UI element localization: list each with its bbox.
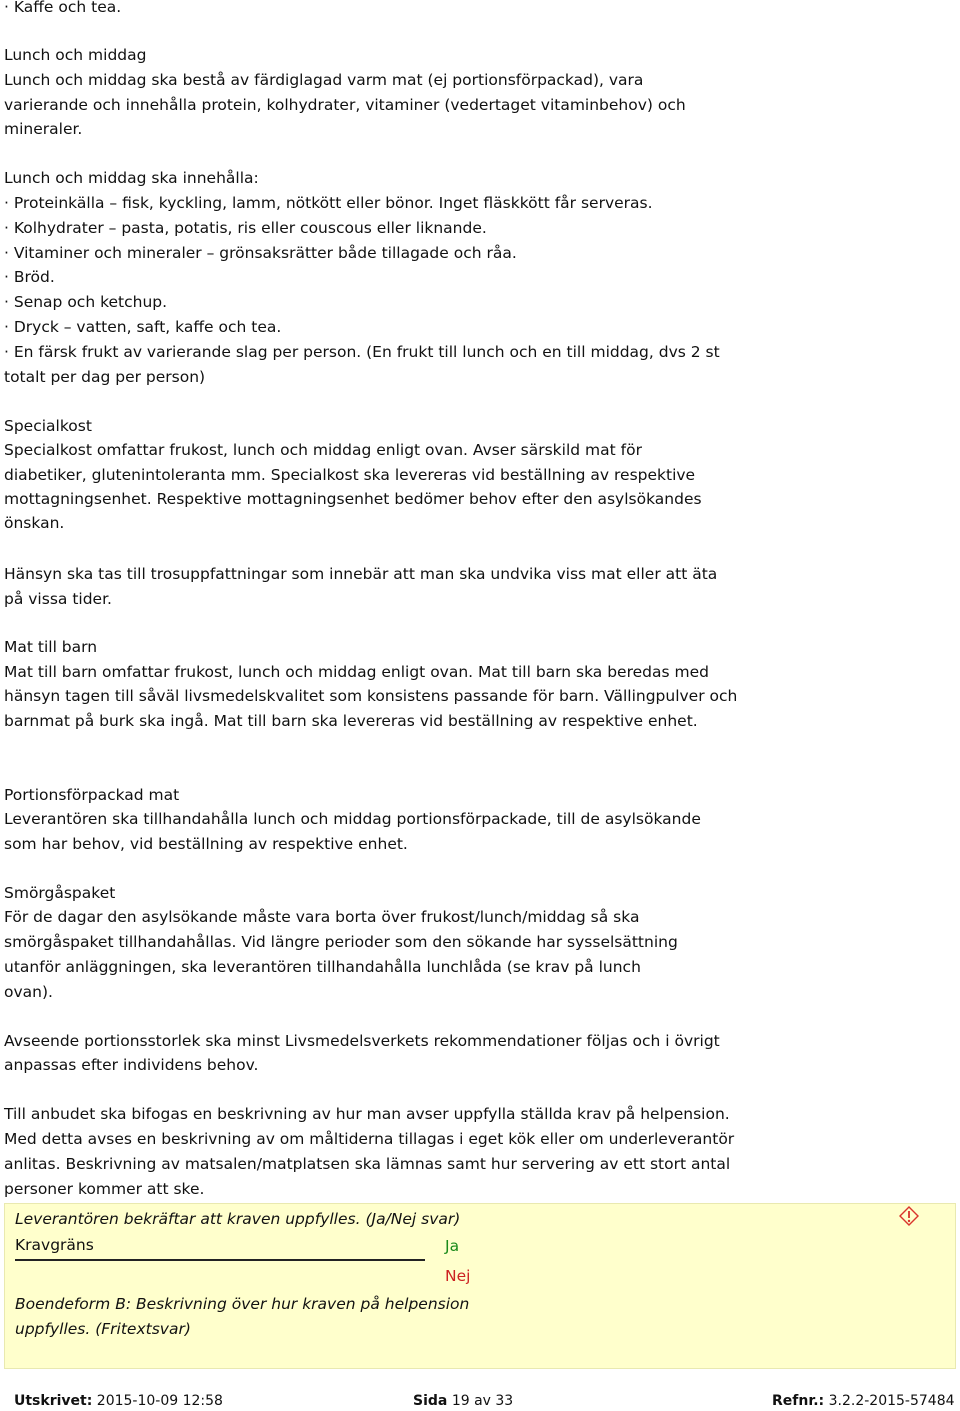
ref-value: 3.2.2-2015-57484	[828, 1393, 955, 1409]
description-line: Boendeform B: Beskrivning över hur kraven på helpension	[15, 1295, 470, 1313]
list-item: · En färsk frukt av varierande slag per person. (En frukt till lunch och en till middag, dvs 2 st	[4, 343, 720, 361]
page-label: Sida	[413, 1393, 448, 1409]
page-number	[413, 1392, 513, 1410]
list-item: · Proteinkälla – fisk, kyckling, lamm, nötkött eller bönor. Inget fläskkött får serveras.	[4, 194, 653, 212]
text-line: Lunch och middag ska innehålla:	[4, 169, 259, 187]
text-line: på vissa tider.	[4, 590, 112, 608]
text-line: Lunch och middag ska bestå av färdiglagad varm mat (ej portionsförpackad), vara	[4, 71, 644, 89]
text-line: Leverantören ska tillhandahålla lunch och middag portionsförpackade, till de asylsökande	[4, 810, 701, 828]
confirm-question: Leverantören bekräftar att kraven uppfylles. (Ja/Nej svar)	[15, 1210, 461, 1228]
text-line: varierande och innehålla protein, kolhydrater, vitaminer (vedertaget vitaminbehov) och	[4, 96, 686, 114]
text-line: diabetiker, glutenintoleranta mm. Specialkost ska levereras vid beställning av respektive	[4, 466, 696, 484]
text-line: utanför anläggningen, ska leverantören tillhandahålla lunchlåda (se krav på lunch	[4, 958, 641, 976]
printed-value: 2015-10-09 12:58	[96, 1393, 223, 1409]
text-line: Med detta avses en beskrivning av om måltiderna tillagas i eget kök eller om underleverantör	[4, 1130, 735, 1148]
text-line: För de dagar den asylsökande måste vara borta över frukost/lunch/middag så ska	[4, 908, 640, 926]
text-line: Avseende portionsstorlek ska minst Livsmedelsverkets rekommendationer följas och i övrigt	[4, 1032, 720, 1050]
kravgrans-underline	[15, 1259, 425, 1261]
text-line: barnmat på burk ska ingå. Mat till barn ska levereras vid beställning av respektive enhet.	[4, 712, 698, 730]
ja-option[interactable]: Ja	[445, 1237, 460, 1255]
kravgrans-label: Kravgräns	[15, 1236, 94, 1254]
nej-option[interactable]: Nej	[445, 1267, 471, 1285]
text-line: Hänsyn ska tas till trosuppfattningar som innebär att man ska undvika viss mat eller att äta	[4, 565, 718, 583]
text-line: · Kaffe och tea.	[4, 0, 122, 16]
text-line: mottagningsenhet. Respektive mottagningsenhet bedömer behov efter den asylsökandes	[4, 490, 702, 508]
description-line: uppfylles. (Fritextsvar)	[15, 1320, 191, 1338]
text-line: ovan).	[4, 983, 53, 1001]
text-line: önskan.	[4, 514, 65, 532]
text-line: Mat till barn omfattar frukost, lunch och middag enligt ovan. Mat till barn ska beredas med	[4, 663, 709, 681]
list-item: · Vitaminer och mineraler – grönsaksrätter både tillagade och råa.	[4, 244, 517, 262]
text-line: hänsyn tagen till såväl livsmedelskvalitet som konsistens passande för barn. Vällingpulver och	[4, 687, 738, 705]
section-heading: Specialkost	[4, 417, 92, 435]
printed-timestamp	[14, 1392, 223, 1410]
text-line: mineraler.	[4, 120, 83, 138]
ref-label: Refnr.:	[772, 1393, 825, 1409]
section-heading: Mat till barn	[4, 638, 98, 656]
text-line: smörgåspaket tillhandahållas. Vid längre perioder som den sökande har sysselsättning	[4, 933, 678, 951]
page-value: 19 av 33	[451, 1393, 514, 1409]
text-line: anlitas. Beskrivning av matsalen/matplatsen ska lämnas samt hur servering av ett stort antal	[4, 1155, 731, 1173]
section-heading: Smörgåspaket	[4, 884, 116, 902]
section-heading: Lunch och middag	[4, 46, 147, 64]
printed-label: Utskrivet:	[14, 1393, 93, 1409]
list-item: · Kolhydrater – pasta, potatis, ris eller couscous eller liknande.	[4, 219, 487, 237]
text-line: som har behov, vid beställning av respektive enhet.	[4, 835, 408, 853]
text-line: personer kommer att ske.	[4, 1180, 205, 1198]
requirement-box	[4, 1203, 956, 1369]
list-item: · Senap och ketchup.	[4, 293, 168, 311]
text-line: Till anbudet ska bifogas en beskrivning av hur man avser uppfylla ställda krav på helpension.	[4, 1105, 730, 1123]
reference-number	[772, 1392, 955, 1410]
list-item: · Bröd.	[4, 268, 55, 286]
text-line: anpassas efter individens behov.	[4, 1056, 259, 1074]
text-line: totalt per dag per person)	[4, 368, 206, 386]
text-line: Specialkost omfattar frukost, lunch och middag enligt ovan. Avser särskild mat för	[4, 441, 642, 459]
list-item: · Dryck – vatten, saft, kaffe och tea.	[4, 318, 282, 336]
section-heading: Portionsförpackad mat	[4, 786, 180, 804]
warning-icon	[899, 1206, 919, 1226]
